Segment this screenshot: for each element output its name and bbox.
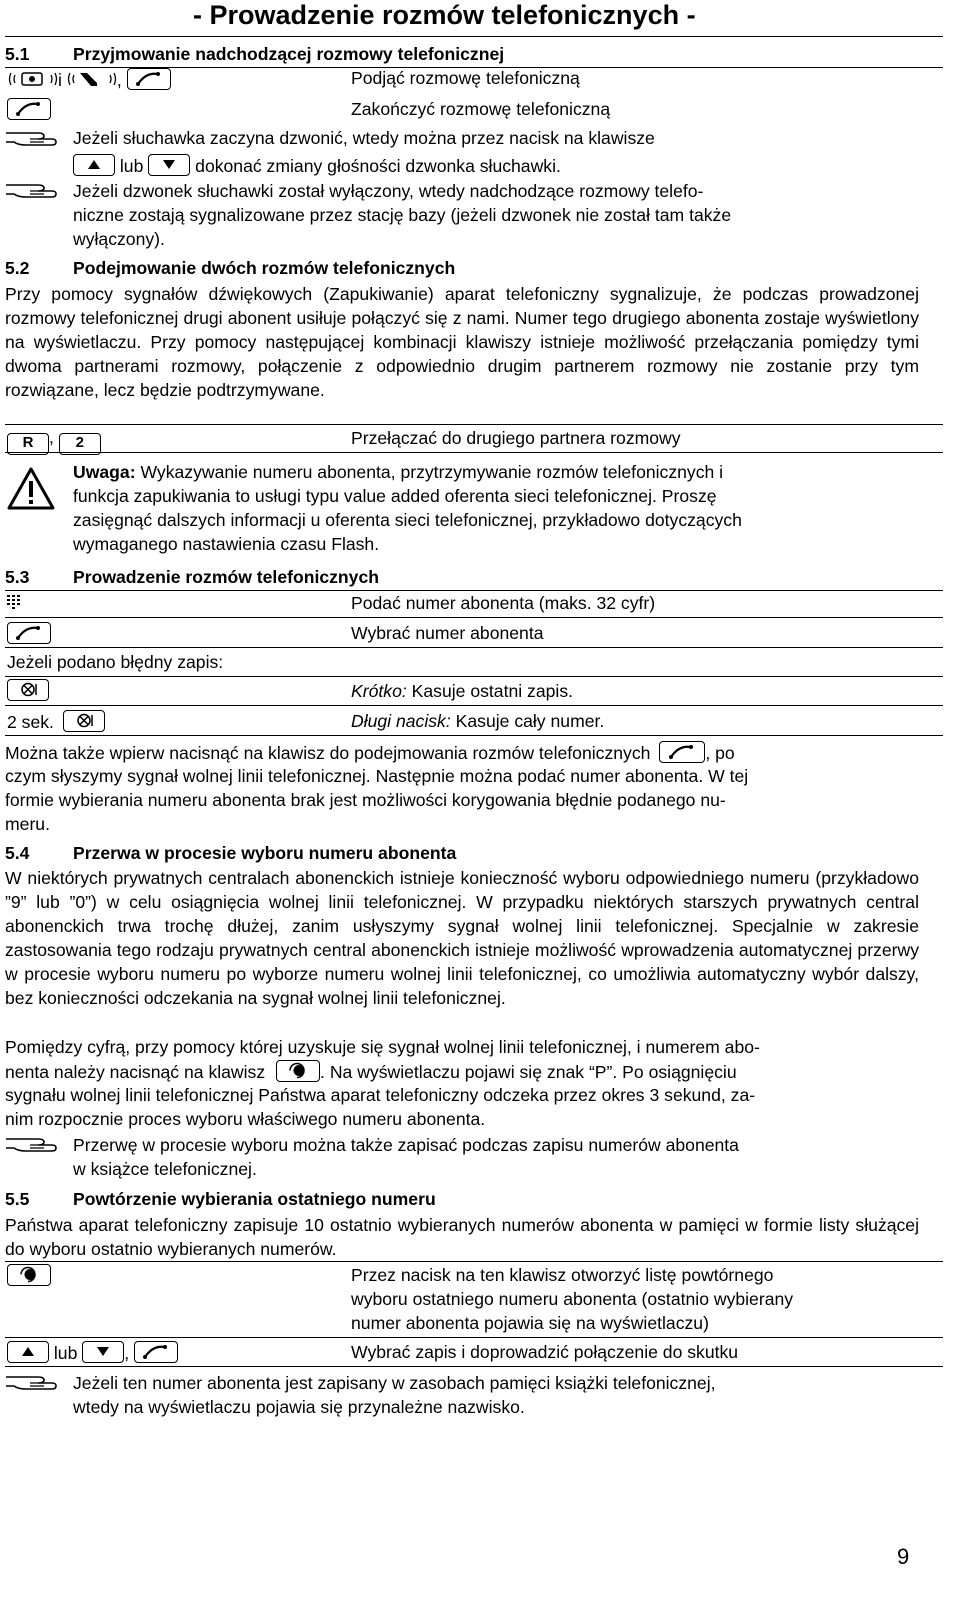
section-title: Przerwa w procesie wyboru numeru abonenta [73,843,457,863]
warning-line2: funkcja zapukiwania to usługi typu value added oferenta sieci telefonicznej. Proszę [73,486,717,506]
section-number: 5.5 [5,1189,30,1209]
short-press-text: Krótko: Kasuje ostatni zapis. [351,681,574,701]
row-rule [5,1261,943,1262]
title-rule [5,36,943,37]
page-number: 9 [897,1544,910,1569]
section-title: Powtórzenie wybierania ostatniego numeru [73,1189,436,1209]
handset-icon [8,99,48,118]
long-delete-row: 2 sek. [7,710,105,733]
page-title: - Prowadzenie rozmów telefonicznych - [193,0,696,30]
ringing-icon [8,69,58,89]
warning-line3: zasięgnąć dalszych informacji u oferenta sieci telefonicznej, przykładowo dotyczących [73,510,742,530]
up-arrow-icon [8,1342,48,1361]
row-rule [5,617,943,618]
talk-key[interactable] [659,741,705,763]
predial-line1: Można także wpierw nacisnąć na klawisz do podejmowania rozmów telefonicznych , po [5,743,735,763]
pointing-hand-icon [4,179,60,201]
section-rule [5,590,943,591]
handset-icon [8,623,48,642]
redial-icon [277,1061,317,1080]
redial-icon [8,1265,48,1284]
end-call-key-row [7,98,51,121]
pointing-hand-icon [4,1133,60,1155]
r-key[interactable]: R [7,433,49,455]
pause-p2-line1: Pomiędzy cyfrą, przy pomocy której uzyskuje się sygnał wolnej linii telefonicznej, i numerem abo- [5,1037,760,1057]
section-heading-5-1 [5,44,504,65]
redial-note-line2: wtedy na wyświetlaczu pojawia się przynależne nazwisko. [73,1397,525,1417]
redial-key-row [7,1264,51,1287]
error-label: Jeżeli podano błędny zapis: [7,652,224,672]
handset-icon [128,69,168,88]
long-press-text: Długi nacisk: Kasuje cały numer. [351,711,605,731]
delete-key[interactable] [63,710,105,732]
note-ringer-off-line3: wyłączony). [73,229,165,249]
note-ringer-volume-line2: lub dokonać zmiany głośności dzwonka słuchawki. [73,154,561,177]
section-number: 5.2 [5,258,30,278]
up-arrow-key[interactable] [7,1341,49,1363]
talk-key[interactable] [134,1341,178,1363]
pause-p2-line2: nenta należy nacisnąć na klawisz . Na wyświetlaczu pojawi się znak “P”. Po osiągnięciu [5,1062,737,1082]
section-heading-5-3 [5,567,379,588]
switch-keys-row: R , 2 [7,427,101,455]
enter-number-text: Podać numer abonenta (maks. 32 cyfr) [351,593,656,613]
row-rule [5,735,943,736]
row-rule [5,424,943,425]
redial-list-line1: Przez nacisk na ten klawisz otworzyć listę powtórnego [351,1265,774,1285]
down-arrow-icon [83,1342,123,1361]
redial-paragraph: Państwa aparat telefoniczny zapisuje 10 ostatnio wybieranych numerów abonenta w pamięci w formie listy służącej do wyboru ostatnio wybieranych numerów. [5,1215,919,1259]
predial-line2: czym słyszymy sygnał wolnej linii telefonicznej. Następnie można podać numer abonenta. W tej [5,766,749,786]
redial-note-line1: Jeżeli ten numer abonenta jest zapisany w zasobach pamięci książki telefonicznej, [73,1373,716,1393]
select-entry-row: lub , [7,1341,178,1364]
section-heading-5-4 [5,843,456,864]
delete-icon [64,711,104,730]
predial-line4: meru. [5,814,50,834]
answer-call-text: Podjąć rozmowę telefoniczną [351,68,580,88]
section-title: Prowadzenie rozmów telefonicznych [73,567,379,587]
switch-partner-text: Przełączać do drugiego partnera rozmowy [351,428,681,448]
section-title: Przyjmowanie nadchodzącej rozmowy telefonicznej [73,44,505,64]
up-arrow-key[interactable] [73,154,115,176]
redial-key[interactable] [7,1264,51,1286]
delete-key[interactable] [7,679,49,701]
row-rule [5,1337,943,1338]
keypad-icon [7,595,21,611]
talk-key[interactable] [7,622,51,644]
redial-list-line3: numer abonenta pojawia się na wyświetlaczu) [351,1313,709,1333]
delete-key-row [7,679,49,702]
section-heading-5-2 [5,258,455,279]
pause-p2-line4: nim rozpocznie proces wyboru właściwego numeru abonenta. [5,1109,486,1129]
warning-line4: wymaganego nastawienia czasu Flash. [73,534,380,554]
redial-pause-key[interactable] [276,1060,320,1082]
talk-key[interactable] [7,98,51,120]
row-rule [5,452,943,453]
section-title: Podejmowanie dwóch rozmów telefonicznych [73,258,456,278]
pause-note-line1: Przerwę w procesie wyboru można także zapisać podczas zapisu numerów abonenta [73,1135,739,1155]
pause-paragraph: W niektórych prywatnych centralach abonenckich istnieje konieczność wyboru odpowiedniego numeru (przykładowo ”9” lub ”0”) w celu osiągnięcia wolnej linii telefonicznej. W przypadku niektórych starszych prywatnych central abonenckich trwa trochę dłużej, zanim usłyszymy sygnał wolnej linii telefonicznej. Specjalnie w zakresie zastosowania tego rodzaju prywatnych central abonenckich istnieje możliwość wprowadzenia automatycznej przerwy w procesie wyboru numeru po wyborze numeru wolnej linii telefonicznej, co umożliwia automatyczny wybór dalszy, bez konieczności odczekania na sygnał wolnej linii telefonicznej. [5,868,919,1008]
up-arrow-icon [74,155,114,174]
section-number: 5.4 [5,843,30,863]
talk-key[interactable] [127,68,171,90]
note-ringer-off-line2: niczne zostają sygnalizowane przez stację bazy (jeżeli dzwonek nie został tam także [73,205,732,225]
row-rule [5,705,943,706]
handset-icon [660,742,702,761]
down-arrow-key[interactable] [82,1341,124,1363]
predial-line3: formie wybierania numeru abonenta brak jest możliwości korygowania błędnie podanego nu- [5,790,726,810]
handset-ringing-icon [67,69,117,89]
down-arrow-icon [149,155,189,174]
redial-list-line2: wyboru ostatniego numeru abonenta (ostatnio wybierany [351,1289,794,1309]
handset-icon [135,1342,175,1361]
note-ringer-off-line1: Jeżeli dzwonek słuchawki został wyłączony, wtedy nadchodzące rozmowy telefo- [73,181,704,201]
pointing-hand-icon [4,1371,60,1393]
delete-icon [8,680,48,699]
section-number: 5.3 [5,567,30,587]
note-ringer-volume: Jeżeli słuchawka zaczyna dzwonić, wtedy można przez nacisk na klawisze [73,128,655,148]
pause-note-line2: w książce telefonicznej. [73,1159,257,1179]
row-rule [5,676,943,677]
dial-number-text: Wybrać numer abonenta [351,623,544,643]
row-rule [5,1366,943,1367]
row-rule [5,647,943,648]
dial-key-row [7,622,51,645]
pointing-hand-icon [4,127,60,149]
pause-p2-line3: sygnału wolnej linii telefonicznej Państwa aparat telefoniczny odczeka przez okres 3 sekund, za- [5,1085,756,1105]
select-entry-text: Wybrać zapis i doprowadzić połączenie do skutku [351,1342,739,1362]
digit-2-key[interactable]: 2 [59,433,101,455]
warning-label: Uwaga: [73,462,136,482]
call-waiting-paragraph: Przy pomocy sygnałów dźwiękowych (Zapukiwanie) aparat telefoniczny sygnalizuje, że podczas prowadzonej rozmowy telefonicznej drugi abonent usiłuje połączyć się z nami. Numer tego drugiego abonenta zostaje wyświetlony na wyświetlaczu. Przy pomocy następującej kombinacji klawiszy istnieje możliwość przełączania pomiędzy tymi dwoma partnerami rozmowy, połączenie z odpowiednio drugim partnerem rozmowy nie zostanie przy tym rozwiązane, lecz będzie podtrzymywane. [5,284,919,400]
section-heading-5-5 [5,1189,436,1210]
end-call-text: Zakończyć rozmowę telefoniczną [351,99,611,119]
ring-icons-row: i , [8,68,171,91]
section-number: 5.1 [5,44,30,64]
warning-triangle-icon [6,466,56,512]
warning-line1: Uwaga: Wykazywanie numeru abonenta, przytrzymywanie rozmów telefonicznych i [73,462,724,482]
down-arrow-key[interactable] [148,154,190,176]
